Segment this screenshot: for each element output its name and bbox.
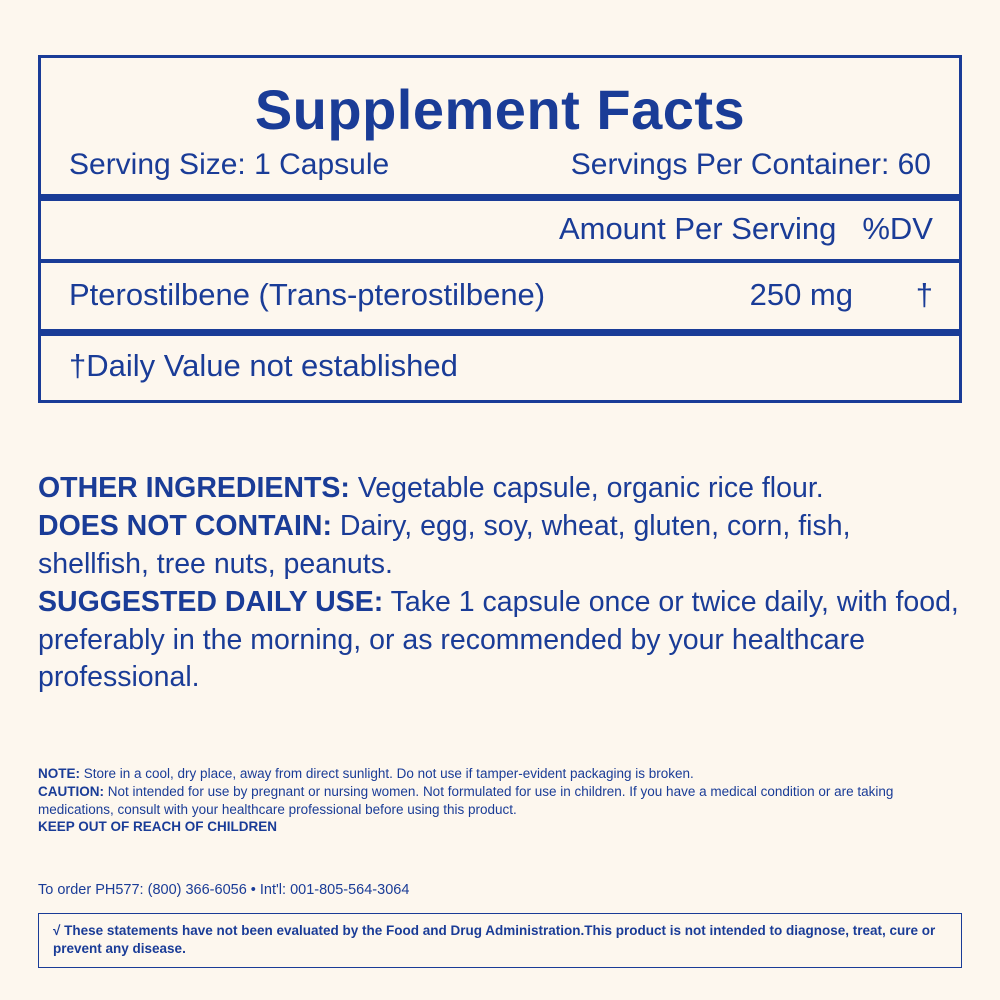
serving-size-text: Serving Size: 1 Capsule [69,148,390,181]
caution-text: Not intended for use by pregnant or nursing women. Not formulated for use in children. If you have a medical condition or are taking medications, consult with your healthcare professional before using this product. [38,783,894,817]
panel-title: Supplement Facts [254,78,746,141]
nutrient-name: Pterostilbene (Trans-pterostilbene) [69,277,546,312]
notes-block [38,765,958,836]
amount-per-serving-label: Amount Per Serving [558,211,837,246]
keep-out-of-reach-text: KEEP OUT OF REACH OF CHILDREN [38,819,278,835]
other-ingredients-text: Vegetable capsule, organic rice flour. [349,472,824,504]
nutrient-daily-value: † [915,277,933,312]
suggested-use-text: Take 1 capsule once or twice daily, with food, preferably in the morning, or as recommended by your healthcare professional. [38,585,959,694]
amount-per-serving-row [41,201,959,259]
suggested-use-line [38,584,968,698]
nutrient-amount: 250 mg [749,277,853,312]
note-text: Store in a cool, dry place, away from direct sunlight. Do not use if tamper-evident packaging is broken. [80,766,694,781]
caution-line [38,783,958,819]
daily-value-label: %DV [862,211,933,246]
caution-label: CAUTION: [38,783,104,799]
serving-info-row [41,144,959,194]
note-label: NOTE: [38,766,80,781]
order-contact-line: To order PH577: (800) 366-6056 • Int'l: 001-805-564-3064 [38,882,410,898]
fda-disclaimer-box: √ These statements have not been evaluated by the Food and Drug Administration.This product is not intended to diagnose, treat, cure or prevent any disease. [38,913,962,968]
divider-thick-bottom [41,329,959,336]
ingredients-block [38,470,968,697]
daily-value-footnote: †Daily Value not established [69,348,458,383]
other-ingredients-label: OTHER INGREDIENTS: [38,472,350,504]
does-not-contain-label: DOES NOT CONTAIN: [38,509,332,542]
note-line [38,765,958,783]
other-ingredients-line [38,470,968,508]
servings-per-container-text: Servings Per Container: 60 [570,148,931,181]
supplement-facts-panel [38,55,962,403]
suggested-use-label: SUGGESTED DAILY USE: [38,585,384,618]
does-not-contain-line [38,508,968,584]
table-row [41,263,959,329]
does-not-contain-text: Dairy, egg, soy, wheat, gluten, corn, fish, shellfish, tree nuts, peanuts. [38,509,851,580]
divider-thick-top [41,194,959,201]
